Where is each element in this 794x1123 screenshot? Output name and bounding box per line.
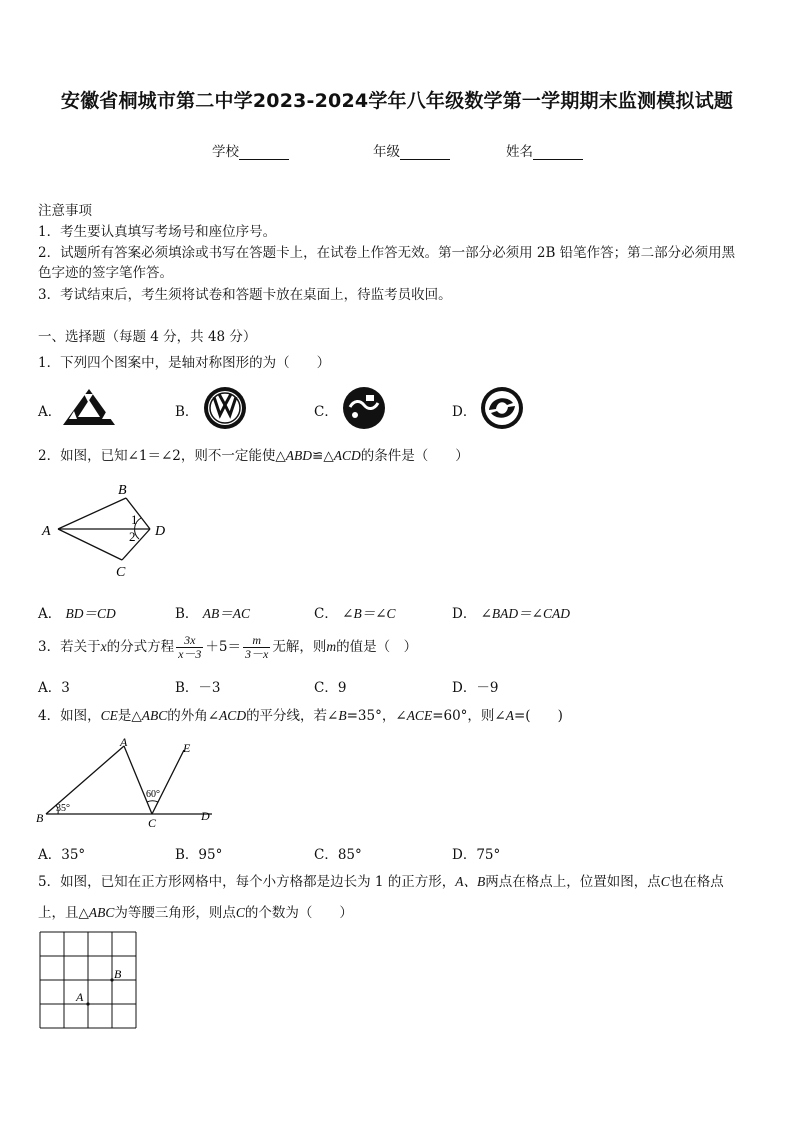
q3-option-b: B．－3 xyxy=(175,680,221,696)
section-heading: 一、选择题（每题 4 分，共 48 分） xyxy=(38,329,257,345)
q4-option-d: D．75° xyxy=(452,847,501,863)
q2-angle-1: 1 xyxy=(131,512,138,527)
page-title: 安徽省桐城市第二中学2023-2024学年八年级数学第一学期期末监测模拟试题 xyxy=(60,90,734,112)
grade-blank xyxy=(400,145,450,160)
q2-label-d: D xyxy=(155,524,166,539)
notice-heading: 注意事项 xyxy=(38,203,92,219)
school-field xyxy=(212,140,289,160)
q4-option-a: A．35° xyxy=(38,847,86,863)
q5-grid-figure xyxy=(38,930,140,1032)
q1-stem: 1．下列四个图案中，是轴对称图形的为（ ） xyxy=(38,355,331,371)
q3-fraction-2: $\frac{m}{3-x}$ xyxy=(245,633,269,661)
q1-option-a: A． xyxy=(38,404,62,420)
q3-option-c: C．9 xyxy=(314,680,347,696)
vw-logo-icon xyxy=(200,385,250,431)
q3-pre: 3．若关于 xyxy=(38,639,101,655)
q2-stem xyxy=(38,446,469,466)
q2-option-a: A． BD＝CD xyxy=(38,606,116,622)
q5-label-a: A xyxy=(76,990,84,1004)
q3-var-x: x xyxy=(100,639,107,654)
q5-line-1: 5．如图，已知在正方形网格中，每个小方格都是边长为 1 的正方形，A、B两点在格点上，位置如图，点C也在格点 xyxy=(38,874,724,890)
school-blank xyxy=(239,145,289,160)
q4-label-e: E xyxy=(183,741,191,755)
q2-abd: ABD xyxy=(285,448,313,463)
q2-figure xyxy=(38,478,188,580)
q2-angle-2: 2 xyxy=(129,529,136,544)
q5-label-b: B xyxy=(114,967,122,981)
q4-angle-60: 60° xyxy=(146,789,160,800)
school-label: 学校 xyxy=(212,144,239,160)
q4-figure xyxy=(34,736,224,830)
swirl-logo-icon xyxy=(477,385,527,431)
q3-post: 的值是（ ） xyxy=(336,639,418,655)
q2-cong: ≌△ xyxy=(312,448,334,464)
q2-label-b: B xyxy=(118,483,127,498)
q3-stem xyxy=(38,630,417,664)
q3-mid2: 无解，则 xyxy=(272,639,327,655)
circle-logo-icon xyxy=(340,385,388,431)
q3-option-a: A．3 xyxy=(38,680,70,696)
name-blank xyxy=(533,145,583,160)
notice-item-1: 1．考生要认真填写考场号和座位序号。 xyxy=(38,224,277,240)
q4-stem: 4．如图，CE是△ABC的外角∠ACD的平分线，若∠B=35°，∠ACE=60°，则∠A=( ) xyxy=(38,708,563,724)
q3-var-m: m xyxy=(326,639,337,654)
q3-mid: 的分式方程 xyxy=(106,639,175,655)
q4-option-c: C．85° xyxy=(314,847,362,863)
q2-option-d: D． ∠BAD＝∠CAD xyxy=(452,606,570,622)
grade-label: 年级 xyxy=(373,144,400,160)
q2-acd: ACD xyxy=(333,448,361,463)
grade-field xyxy=(373,140,450,160)
q4-label-c: C xyxy=(148,816,157,830)
q3-fraction-1: $\frac{3x}{x-3}$ xyxy=(178,633,202,661)
q5-line-2: 上，且△ABC为等腰三角形，则点C的个数为（ ） xyxy=(38,905,353,921)
q3-option-d: D．－9 xyxy=(452,680,499,696)
q4-label-b: B xyxy=(36,811,44,825)
q2-label-c: C xyxy=(116,565,126,580)
q4-label-d: D xyxy=(201,809,210,823)
q4-angle-35: 35° xyxy=(56,803,70,814)
q2-stem-pre: 2．如图，已知∠1＝∠2，则不一定能使△ xyxy=(38,448,286,464)
notice-item-3: 3．考试结束后，考生须将试卷和答题卡放在桌面上，待监考员收回。 xyxy=(38,287,452,303)
q4-label-a: A xyxy=(120,736,128,749)
name-field xyxy=(506,140,583,160)
q4-option-b: B．95° xyxy=(175,847,223,863)
q2-stem-post: 的条件是（ ） xyxy=(360,448,469,464)
q2-option-b: B． AB＝AC xyxy=(175,606,250,622)
q2-option-c: C． ∠B＝∠C xyxy=(314,606,396,622)
q1-option-d: D． xyxy=(452,404,477,420)
notice-item-2: 2．试题所有答案必须填涂或书写在答题卡上，在试卷上作答无效。第一部分必须用 2B 铅笔作答；第二部分必须用黑 xyxy=(38,245,736,261)
q2-label-a: A xyxy=(42,524,51,539)
q3-plus: ＋5＝ xyxy=(205,639,242,655)
q1-option-c: C． xyxy=(314,404,338,420)
notice-item-2-cont: 色字迹的签字笔作答。 xyxy=(38,265,173,281)
recycle-logo-icon xyxy=(60,386,118,428)
name-label: 姓名 xyxy=(506,144,533,160)
q1-option-b: B． xyxy=(175,404,199,420)
